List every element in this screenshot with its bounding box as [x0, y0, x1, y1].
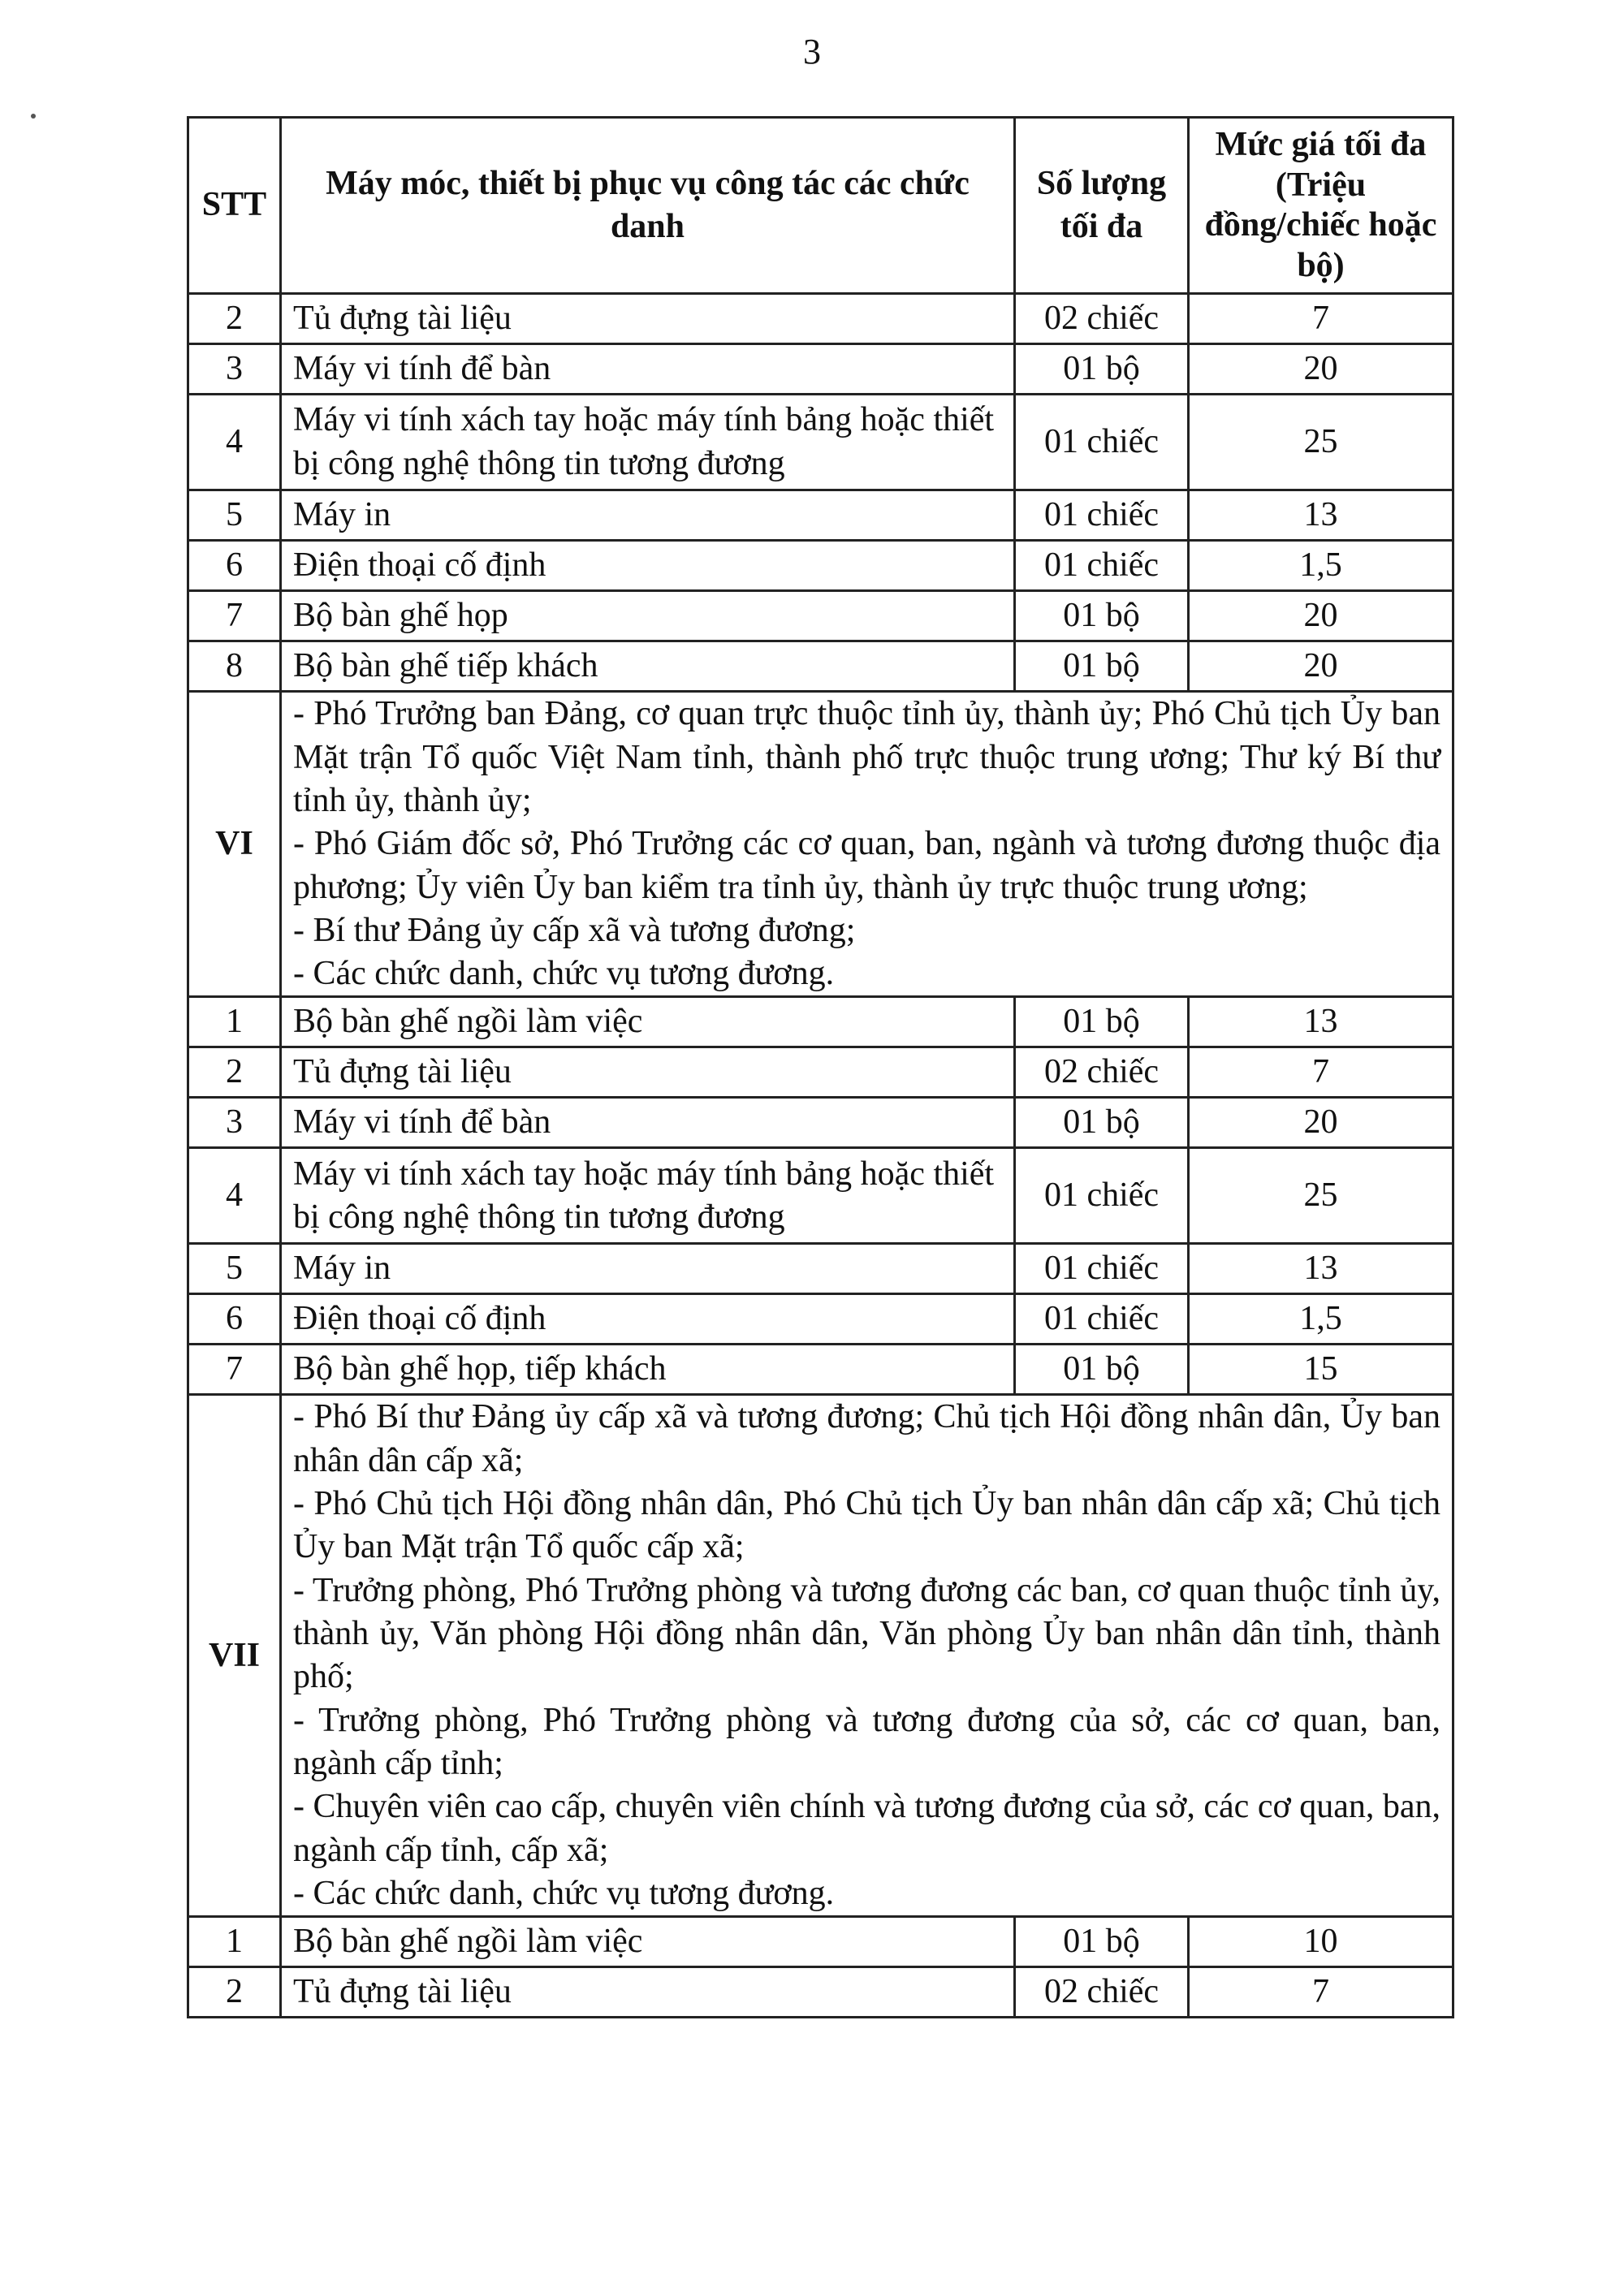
header-price-unit: (Triệu đồng/chiếc hoặc bộ)	[1204, 166, 1437, 284]
section-number: VI	[188, 692, 281, 997]
row-stt: 6	[188, 1294, 281, 1345]
table-row	[188, 1047, 1453, 1098]
section-line: - Trưởng phòng, Phó Trưởng phòng và tương đương các ban, cơ quan thuộc tỉnh ủy, thành ủy, Văn phòng Hội đồng nhân dân, Văn phòng Ủy ban nhân dân tỉnh, thành phố;	[293, 1571, 1440, 1696]
row-name: Máy in	[281, 490, 1015, 541]
row-price: 7	[1189, 1967, 1453, 2018]
row-qty: 02 chiếc	[1015, 1967, 1189, 2018]
section-description	[281, 692, 1453, 997]
row-name: Tủ đựng tài liệu	[281, 1047, 1015, 1098]
table-row	[188, 490, 1453, 541]
table-row	[188, 294, 1453, 344]
section-line: - Phó Chủ tịch Hội đồng nhân dân, Phó Chủ tịch Ủy ban nhân dân cấp xã; Chủ tịch Ủy ban Mặt trận Tổ quốc cấp xã;	[293, 1485, 1440, 1566]
page-number: 3	[803, 32, 821, 71]
section-heading-row	[188, 1395, 1453, 1917]
row-price: 13	[1189, 490, 1453, 541]
row-price: 10	[1189, 1917, 1453, 1967]
row-stt: 5	[188, 1244, 281, 1294]
row-qty: 01 bộ	[1015, 1098, 1189, 1148]
row-name: Tủ đựng tài liệu	[281, 1967, 1015, 2018]
row-name: Máy vi tính xách tay hoặc máy tính bảng hoặc thiết bị công nghệ thông tin tương đương	[281, 395, 1015, 490]
row-name: Tủ đựng tài liệu	[281, 294, 1015, 344]
row-price: 13	[1189, 997, 1453, 1047]
section-line: - Bí thư Đảng ủy cấp xã và tương đương;	[293, 911, 856, 949]
table-row	[188, 1244, 1453, 1294]
section-line: - Phó Bí thư Đảng ủy cấp xã và tương đương; Chủ tịch Hội đồng nhân dân, Ủy ban nhân dân cấp xã;	[293, 1398, 1440, 1479]
header-price-title: Mức giá tối đa	[1215, 126, 1427, 163]
row-name: Bộ bàn ghế ngồi làm việc	[281, 997, 1015, 1047]
table-row	[188, 997, 1453, 1047]
row-stt: 3	[188, 1098, 281, 1148]
row-price: 1,5	[1189, 1294, 1453, 1345]
row-qty: 01 bộ	[1015, 997, 1189, 1047]
table-header-row	[188, 118, 1453, 294]
row-qty: 01 chiếc	[1015, 395, 1189, 490]
row-name: Máy in	[281, 1244, 1015, 1294]
row-stt: 4	[188, 395, 281, 490]
header-device: Máy móc, thiết bị phục vụ công tác các chức danh	[281, 118, 1015, 294]
row-qty: 01 chiếc	[1015, 490, 1189, 541]
table-row	[188, 1148, 1453, 1244]
row-price: 15	[1189, 1345, 1453, 1395]
row-name: Bộ bàn ghế họp, tiếp khách	[281, 1345, 1015, 1395]
header-quantity: Số lượng tối đa	[1015, 118, 1189, 294]
row-name: Bộ bàn ghế tiếp khách	[281, 641, 1015, 692]
row-qty: 01 bộ	[1015, 591, 1189, 641]
table-row	[188, 591, 1453, 641]
row-qty: 01 bộ	[1015, 344, 1189, 395]
row-stt: 2	[188, 1047, 281, 1098]
row-qty: 02 chiếc	[1015, 294, 1189, 344]
header-stt: STT	[188, 118, 281, 294]
section-line: - Chuyên viên cao cấp, chuyên viên chính và tương đương của sở, các cơ quan, ban, ngành cấp tỉnh, cấp xã;	[293, 1788, 1440, 1869]
row-stt: 2	[188, 1967, 281, 2018]
row-stt: 7	[188, 591, 281, 641]
section-line: - Các chức danh, chức vụ tương đương.	[293, 1875, 835, 1913]
row-price: 25	[1189, 395, 1453, 490]
table-row	[188, 1967, 1453, 2018]
section-line: - Các chức danh, chức vụ tương đương.	[293, 955, 835, 993]
table-row	[188, 1098, 1453, 1148]
row-name: Bộ bàn ghế ngồi làm việc	[281, 1917, 1015, 1967]
table-row	[188, 1345, 1453, 1395]
section-description	[281, 1395, 1453, 1917]
row-stt: 4	[188, 1148, 281, 1244]
section-line: - Trưởng phòng, Phó Trưởng phòng và tương đương của sở, các cơ quan, ban, ngành cấp tỉnh;	[293, 1701, 1440, 1783]
scan-speck	[31, 114, 36, 119]
row-stt: 1	[188, 1917, 281, 1967]
row-qty: 01 bộ	[1015, 1917, 1189, 1967]
table-row	[188, 1294, 1453, 1345]
table-row	[188, 395, 1453, 490]
row-price: 1,5	[1189, 541, 1453, 591]
section-line: - Phó Trưởng ban Đảng, cơ quan trực thuộc tỉnh ủy, thành ủy; Phó Chủ tịch Ủy ban Mặt trận Tổ quốc Việt Nam tỉnh, thành phố trực thuộc trung ương; Thư ký Bí thư tỉnh ủy, thành ủy;	[293, 695, 1440, 819]
table-row	[188, 541, 1453, 591]
row-name: Điện thoại cố định	[281, 541, 1015, 591]
table-row	[188, 641, 1453, 692]
row-stt: 6	[188, 541, 281, 591]
row-price: 13	[1189, 1244, 1453, 1294]
row-qty: 02 chiếc	[1015, 1047, 1189, 1098]
table-row	[188, 344, 1453, 395]
table-row	[188, 1917, 1453, 1967]
header-price	[1189, 118, 1453, 294]
row-price: 7	[1189, 1047, 1453, 1098]
row-qty: 01 chiếc	[1015, 1148, 1189, 1244]
row-stt: 3	[188, 344, 281, 395]
row-qty: 01 chiếc	[1015, 1244, 1189, 1294]
row-stt: 5	[188, 490, 281, 541]
row-qty: 01 bộ	[1015, 641, 1189, 692]
row-stt: 8	[188, 641, 281, 692]
row-name: Máy vi tính để bàn	[281, 1098, 1015, 1148]
row-name: Máy vi tính xách tay hoặc máy tính bảng hoặc thiết bị công nghệ thông tin tương đương	[281, 1148, 1015, 1244]
equipment-table	[187, 116, 1454, 2018]
row-qty: 01 bộ	[1015, 1345, 1189, 1395]
row-name: Điện thoại cố định	[281, 1294, 1015, 1345]
row-qty: 01 chiếc	[1015, 1294, 1189, 1345]
row-stt: 1	[188, 997, 281, 1047]
row-price: 7	[1189, 294, 1453, 344]
row-stt: 7	[188, 1345, 281, 1395]
section-line: - Phó Giám đốc sở, Phó Trưởng các cơ quan, ban, ngành và tương đương thuộc địa phương; Ủy viên Ủy ban kiểm tra tỉnh ủy, thành ủy trực thuộc trung ương;	[293, 825, 1440, 906]
row-price: 20	[1189, 344, 1453, 395]
row-name: Bộ bàn ghế họp	[281, 591, 1015, 641]
row-price: 20	[1189, 591, 1453, 641]
row-price: 20	[1189, 1098, 1453, 1148]
section-number: VII	[188, 1395, 281, 1917]
row-price: 20	[1189, 641, 1453, 692]
section-heading-row	[188, 692, 1453, 997]
row-price: 25	[1189, 1148, 1453, 1244]
row-stt: 2	[188, 294, 281, 344]
row-name: Máy vi tính để bàn	[281, 344, 1015, 395]
row-qty: 01 chiếc	[1015, 541, 1189, 591]
